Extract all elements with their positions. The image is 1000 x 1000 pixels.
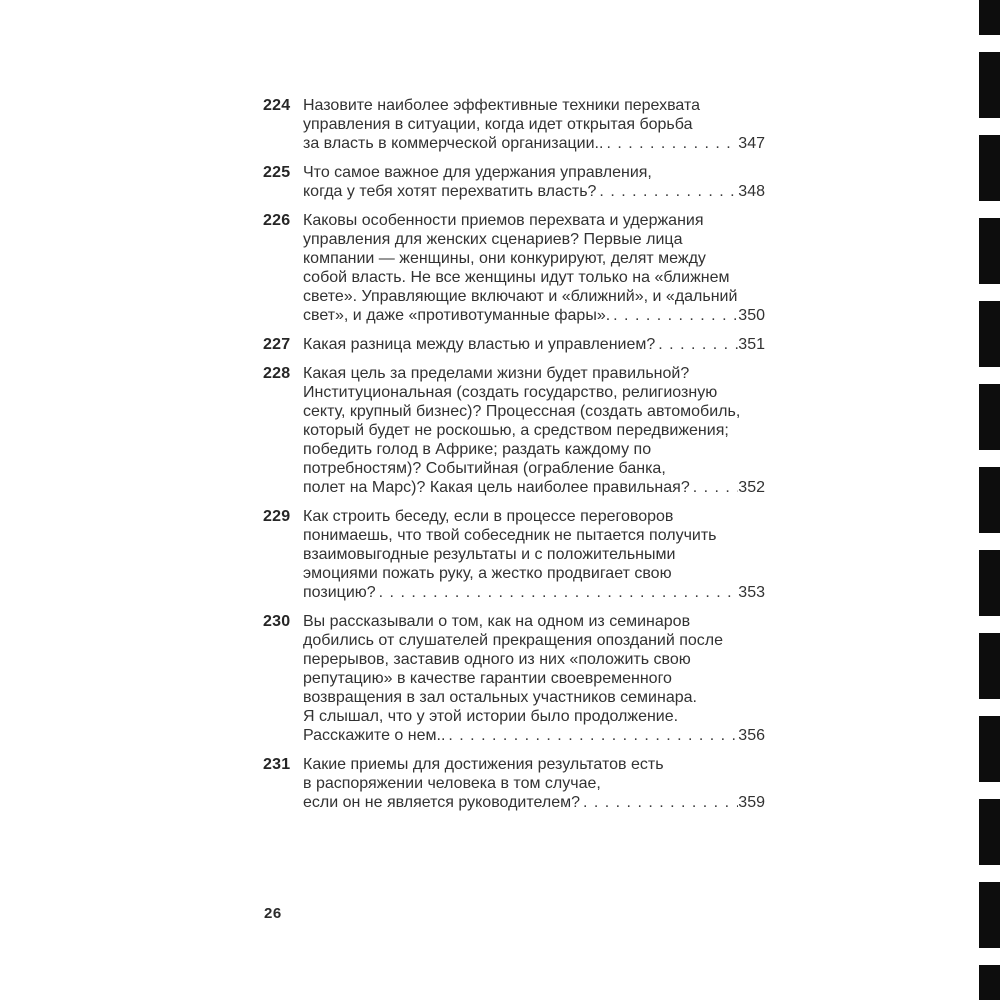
toc-entry-page-number: 359: [738, 794, 765, 811]
toc-entry-text: [303, 163, 765, 201]
toc-entry-line-text: за власть в коммерческой организации..: [303, 135, 604, 152]
leader-dots: [610, 306, 738, 325]
toc-list: [263, 96, 765, 822]
toc-entry: [263, 211, 765, 325]
toc-entry-line-text: Какая разница между властью и управлением?: [303, 336, 656, 353]
toc-entry-text: [303, 364, 765, 497]
toc-entry-line: Каковы особенности приемов перехвата и удержания: [303, 212, 704, 229]
toc-entry-page-number: 347: [738, 135, 765, 152]
toc-entry-line: Какие приемы для достижения результатов есть: [303, 756, 664, 773]
right-edge-strip: [979, 0, 1000, 1000]
toc-entry-line: репутацию» в качестве гарантии своевременного: [303, 670, 672, 687]
toc-entry-last-line: [303, 134, 765, 153]
toc-entry-text: [303, 507, 765, 602]
toc-entry-text: [303, 612, 765, 745]
toc-entry-line: взаимовыгодные результаты и с положительными: [303, 546, 676, 563]
toc-entry-line: в распоряжении человека в том случае,: [303, 775, 601, 792]
toc-entry-text: [303, 335, 765, 354]
toc-entry-text: [303, 211, 765, 325]
toc-entry-page-number: 348: [738, 183, 765, 200]
leader-dots: [376, 583, 739, 602]
toc-entry-line: Институциональная (создать государство, религиозную: [303, 384, 718, 401]
toc-entry: [263, 612, 765, 745]
toc-entry-line: добились от слушателей прекращения опозданий после: [303, 632, 724, 649]
toc-entry-line-text: когда у тебя хотят перехватить власть?: [303, 183, 597, 200]
leader-dots: [655, 335, 738, 354]
toc-entry-page-number: 350: [738, 307, 765, 324]
toc-entry-last-line: [303, 478, 765, 497]
toc-entry-line: управления в ситуации, когда идет открытая борьба: [303, 116, 693, 133]
toc-entry-last-line: [303, 583, 765, 602]
toc-entry-line-text: полет на Марс)? Какая цель наиболее правильная?: [303, 479, 690, 496]
toc-entry-text: [303, 96, 765, 153]
toc-entry-line-text: если он не является руководителем?: [303, 794, 580, 811]
leader-dots: [580, 793, 738, 812]
toc-entry-number: 228: [263, 365, 291, 382]
toc-entry-number: 227: [263, 336, 291, 353]
toc-entry-last-line: [303, 726, 765, 745]
toc-entry: [263, 163, 765, 201]
toc-entry-line: который будет не роскошью, а средством передвижения;: [303, 422, 729, 439]
toc-entry: [263, 507, 765, 602]
toc-entry-number: 226: [263, 212, 291, 229]
toc-entry: [263, 335, 765, 354]
toc-entry: [263, 755, 765, 812]
toc-entry-line: эмоциями пожать руку, а жестко продвигает свою: [303, 565, 672, 582]
toc-entry: [263, 364, 765, 497]
toc-entry-line: перерывов, заставив одного из них «положить свою: [303, 651, 691, 668]
toc-entry-page-number: 352: [738, 479, 765, 496]
toc-entry-number: 230: [263, 613, 291, 630]
toc-entry-line: Что самое важное для удержания управления,: [303, 164, 652, 181]
toc-entry-page-number: 353: [738, 584, 765, 601]
toc-entry-number: 225: [263, 164, 291, 181]
toc-entry-line: компании — женщины, они конкурируют, делят между: [303, 250, 706, 267]
toc-entry-page-number: 356: [738, 727, 765, 744]
toc-entry-line: собой власть. Не все женщины идут только на «ближнем: [303, 269, 730, 286]
toc-entry-line: Вы рассказывали о том, как на одном из семинаров: [303, 613, 691, 630]
toc-entry-text: [303, 755, 765, 812]
toc-entry-line: потребностям)? Событийная (ограбление банка,: [303, 460, 666, 477]
toc-entry-last-line: [303, 306, 765, 325]
toc-entry: [263, 96, 765, 153]
toc-entry-line-text: Расскажите о нем..: [303, 727, 446, 744]
toc-entry-last-line: [303, 335, 765, 354]
toc-entry-line-text: позицию?: [303, 584, 376, 601]
leader-dots: [445, 726, 738, 745]
toc-entry-last-line: [303, 182, 765, 201]
toc-entry-line: возвращения в зал остальных участников семинара.: [303, 689, 697, 706]
toc-entry-line: Назовите наиболее эффективные техники перехвата: [303, 97, 701, 114]
leader-dots: [690, 478, 739, 497]
toc-entry-line: понимаешь, что твой собеседник не пытается получить: [303, 527, 717, 544]
leader-dots: [603, 134, 738, 153]
toc-entry-line: Какая цель за пределами жизни будет правильной?: [303, 365, 690, 382]
toc-entry-line: секту, крупный бизнес)? Процессная (создать автомобиль,: [303, 403, 741, 420]
toc-entry-line: свете». Управляющие включают и «ближний», и «дальний: [303, 288, 738, 305]
toc-entry-number: 229: [263, 508, 291, 525]
toc-entry-line: Как строить беседу, если в процессе переговоров: [303, 508, 674, 525]
toc-entry-page-number: 351: [738, 336, 765, 353]
toc-entry-line: победить голод в Африке; раздать каждому по: [303, 441, 652, 458]
page-number: 26: [264, 905, 282, 922]
toc-entry-last-line: [303, 793, 765, 812]
toc-entry-line: Я слышал, что у этой истории было продолжение.: [303, 708, 679, 725]
toc-entry-line-text: свет», и даже «противотуманные фары».: [303, 307, 611, 324]
toc-entry-number: 231: [263, 756, 291, 773]
toc-entry-line: управления для женских сценариев? Первые лица: [303, 231, 683, 248]
toc-entry-number: 224: [263, 97, 291, 114]
leader-dots: [596, 182, 738, 201]
